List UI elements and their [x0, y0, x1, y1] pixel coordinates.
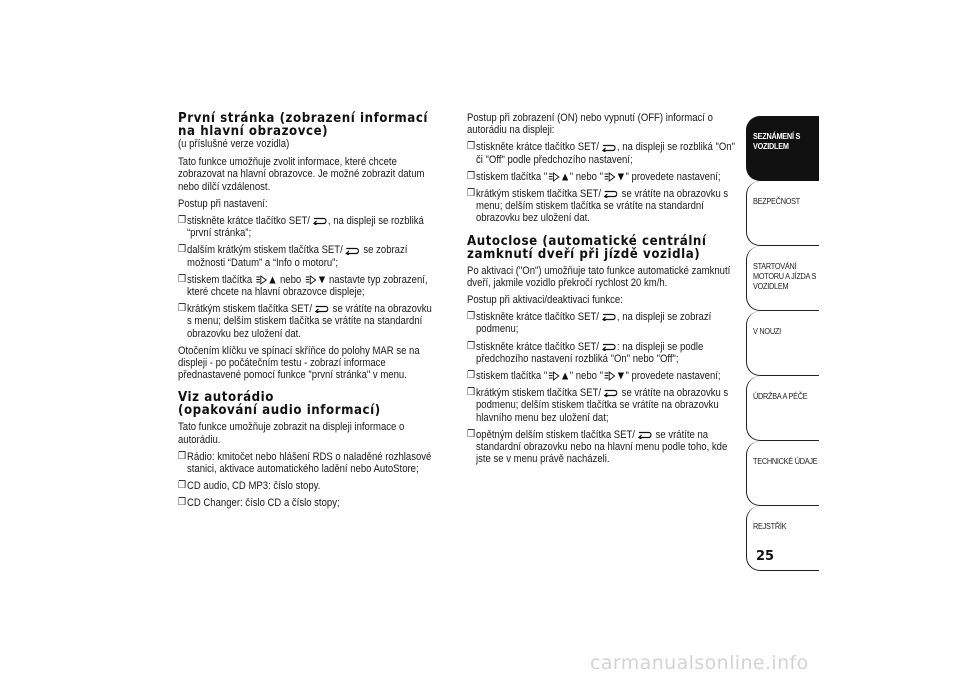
- bullet-icon: ❒: [467, 141, 476, 153]
- bullet-icon: ❒: [178, 215, 187, 227]
- list-item: ❒ krátkým stiskem tlačítka SET/ se vrátíte na obrazovku s podmenu; delším stiskem tlačítka se vrátíte na obrazovku hlavního menu bez uložení dat;: [467, 387, 729, 424]
- list-item: ❒ stiskněte krátce tlačítko SET/ , na displeji se rozbliká "On" či "Off" podle předchozího nastavení;: [467, 141, 736, 166]
- bullet-icon: ❒: [178, 303, 187, 315]
- knob-icon: [604, 371, 616, 381]
- list-item: ❒ CD audio, CD MP3: číslo stopy.: [178, 480, 321, 493]
- return-arrow-icon: [314, 305, 328, 313]
- bullet-icon: ❒: [178, 450, 187, 462]
- list-item: ❒ stiskněte krátce tlačítko SET/ , na displeji se zobrazí podmenu;: [467, 311, 712, 336]
- up-triangle-icon: [269, 276, 276, 284]
- bullet-icon: ❒: [178, 480, 187, 492]
- knob-icon: [548, 172, 560, 182]
- return-arrow-icon: [601, 144, 615, 152]
- up-triangle-icon: [562, 173, 569, 181]
- list-item: ❒ opětným delším stiskem tlačítka SET/ se vrátíte na standardní obrazovku nebo na hlavní menu podle toho, kde jste se v menu právě nacházeli.: [467, 428, 728, 466]
- list-item: ❒ CD Changer: číslo CD a číslo stopy;: [178, 497, 340, 510]
- return-arrow-icon: [601, 313, 615, 321]
- right-column: [467, 112, 735, 470]
- return-arrow-icon: [312, 217, 326, 225]
- paragraph: Po aktivaci ("On") umožňuje tato funkce automatické zamknutí dveří, jakmile vozidlo překročí rychlost 20 km/h.: [467, 264, 731, 289]
- knob-icon: [604, 172, 616, 182]
- tab-startovani-motoru[interactable]: STARTOVÁNÍ MOTORU A JÍZDA S VOZIDLEM: [746, 246, 819, 311]
- list-item: ❒ dalším krátkým stiskem tlačítka SET/ se zobrazí možnosti “Datum” a “Info o motoru”;: [178, 244, 408, 269]
- bullet-icon: ❒: [467, 428, 476, 440]
- tab-bezpecnost[interactable]: BEZPEČNOST: [746, 181, 819, 246]
- list-item: ❒ Rádio: kmitočet nebo hlášení RDS o naladěné rozhlasové stanici, aktivace automatického ladění nebo AutoStore;: [178, 450, 432, 476]
- section-title-autoclose: Autoclose (automatické centrální zamknutí dveří při jízdě vozidla): [467, 233, 707, 262]
- bullet-icon: ❒: [467, 188, 476, 200]
- tab-seznameni-s-vozidlem[interactable]: SEZNÁMENÍ S VOZIDLEM: [746, 116, 819, 181]
- bullet-icon: ❒: [467, 311, 476, 323]
- paragraph: Postup při zobrazení (ON) nebo vypnutí (OFF) informací o autorádiu na displeji:: [467, 112, 713, 137]
- bullet-icon: ❒: [178, 497, 187, 509]
- list-item: ❒ stiskem tlačítka " " nebo " " provedete nastavení;: [467, 370, 721, 383]
- paragraph: Postup při nastavení:: [178, 197, 268, 210]
- return-arrow-icon: [603, 190, 617, 198]
- tab-rejstrik[interactable]: REJSTŘÍK: [746, 506, 819, 571]
- section-title-radio: Viz autorádio (opakování audio informací): [178, 390, 381, 419]
- bullet-icon: ❒: [178, 273, 187, 285]
- return-arrow-icon: [345, 247, 359, 255]
- page-number: 25: [756, 549, 775, 564]
- tab-v-nouzi[interactable]: V NOUZI: [746, 311, 819, 376]
- knob-icon: [548, 371, 560, 381]
- bullet-icon: ❒: [467, 340, 476, 352]
- section-note: (u příslušné verze vozidla): [178, 138, 290, 150]
- return-arrow-icon: [603, 389, 617, 397]
- list-item: ❒ stiskněte krátce tlačítko SET/ : na displeji se podle předchozího nastavení rozbliká "On" nebo "Off";: [467, 340, 704, 365]
- up-triangle-icon: [562, 372, 569, 380]
- list-item: ❒ stiskněte krátce tlačítko SET/ , na displeji se rozbliká “první stránka”;: [178, 215, 424, 240]
- down-triangle-icon: [617, 173, 624, 181]
- bullet-icon: ❒: [178, 244, 187, 256]
- return-arrow-icon: [637, 431, 651, 439]
- section-title-first-page: První stránka (zobrazení informací na hlavní obrazovce): [178, 111, 429, 139]
- list-item: ❒ krátkým stiskem tlačítka SET/ se vrátíte na obrazovku s menu; delším stiskem tlačítka se vrátíte na standardní obrazovku bez uložení dat.: [467, 188, 729, 225]
- watermark: carmanualsonline.info: [590, 652, 809, 674]
- paragraph: Postup při aktivaci/deaktivaci funkce:: [467, 294, 623, 307]
- knob-icon: [256, 275, 268, 285]
- tab-technicke-udaje[interactable]: TECHNICKÉ ÚDAJE: [746, 441, 819, 506]
- list-item: ❒ stiskem tlačítka " " nebo " " provedete nastavení;: [467, 170, 721, 183]
- paragraph: Otočením klíčku ve spínací skříňce do polohy MAR se na displeji - po počátečním testu - zobrazí informace přednastavené pomocí funkce "první stránka" v menu.: [178, 344, 420, 382]
- left-column: [178, 112, 439, 515]
- bullet-icon: ❒: [467, 370, 476, 382]
- paragraph: Tato funkce umožňuje zobrazit na displeji informace o autorádiu.: [178, 421, 405, 446]
- down-triangle-icon: [617, 372, 624, 380]
- paragraph: Tato funkce umožňuje zvolit informace, které chcete zobrazovat na hlavní obrazovce. Je možné zobrazit datum nebo dílčí vzdálenost.: [178, 156, 425, 193]
- chapter-tabs: [746, 116, 819, 571]
- return-arrow-icon: [601, 343, 615, 351]
- down-triangle-icon: [318, 276, 325, 284]
- knob-icon: [305, 275, 317, 285]
- bullet-icon: ❒: [467, 170, 476, 182]
- bullet-icon: ❒: [467, 387, 476, 399]
- list-item: ❒ krátkým stiskem tlačítka SET/ se vrátíte na obrazovku s menu; delším stiskem tlačítka se vrátíte na standardní obrazovku bez uložení dat.: [178, 303, 432, 340]
- tab-udrzba-a-pece[interactable]: ÚDRŽBA A PÉČE: [746, 376, 819, 441]
- list-item: ❒ stiskem tlačítka nebo nastavte typ zobrazení, které chcete na hlavní obrazovce displeje;: [178, 273, 428, 299]
